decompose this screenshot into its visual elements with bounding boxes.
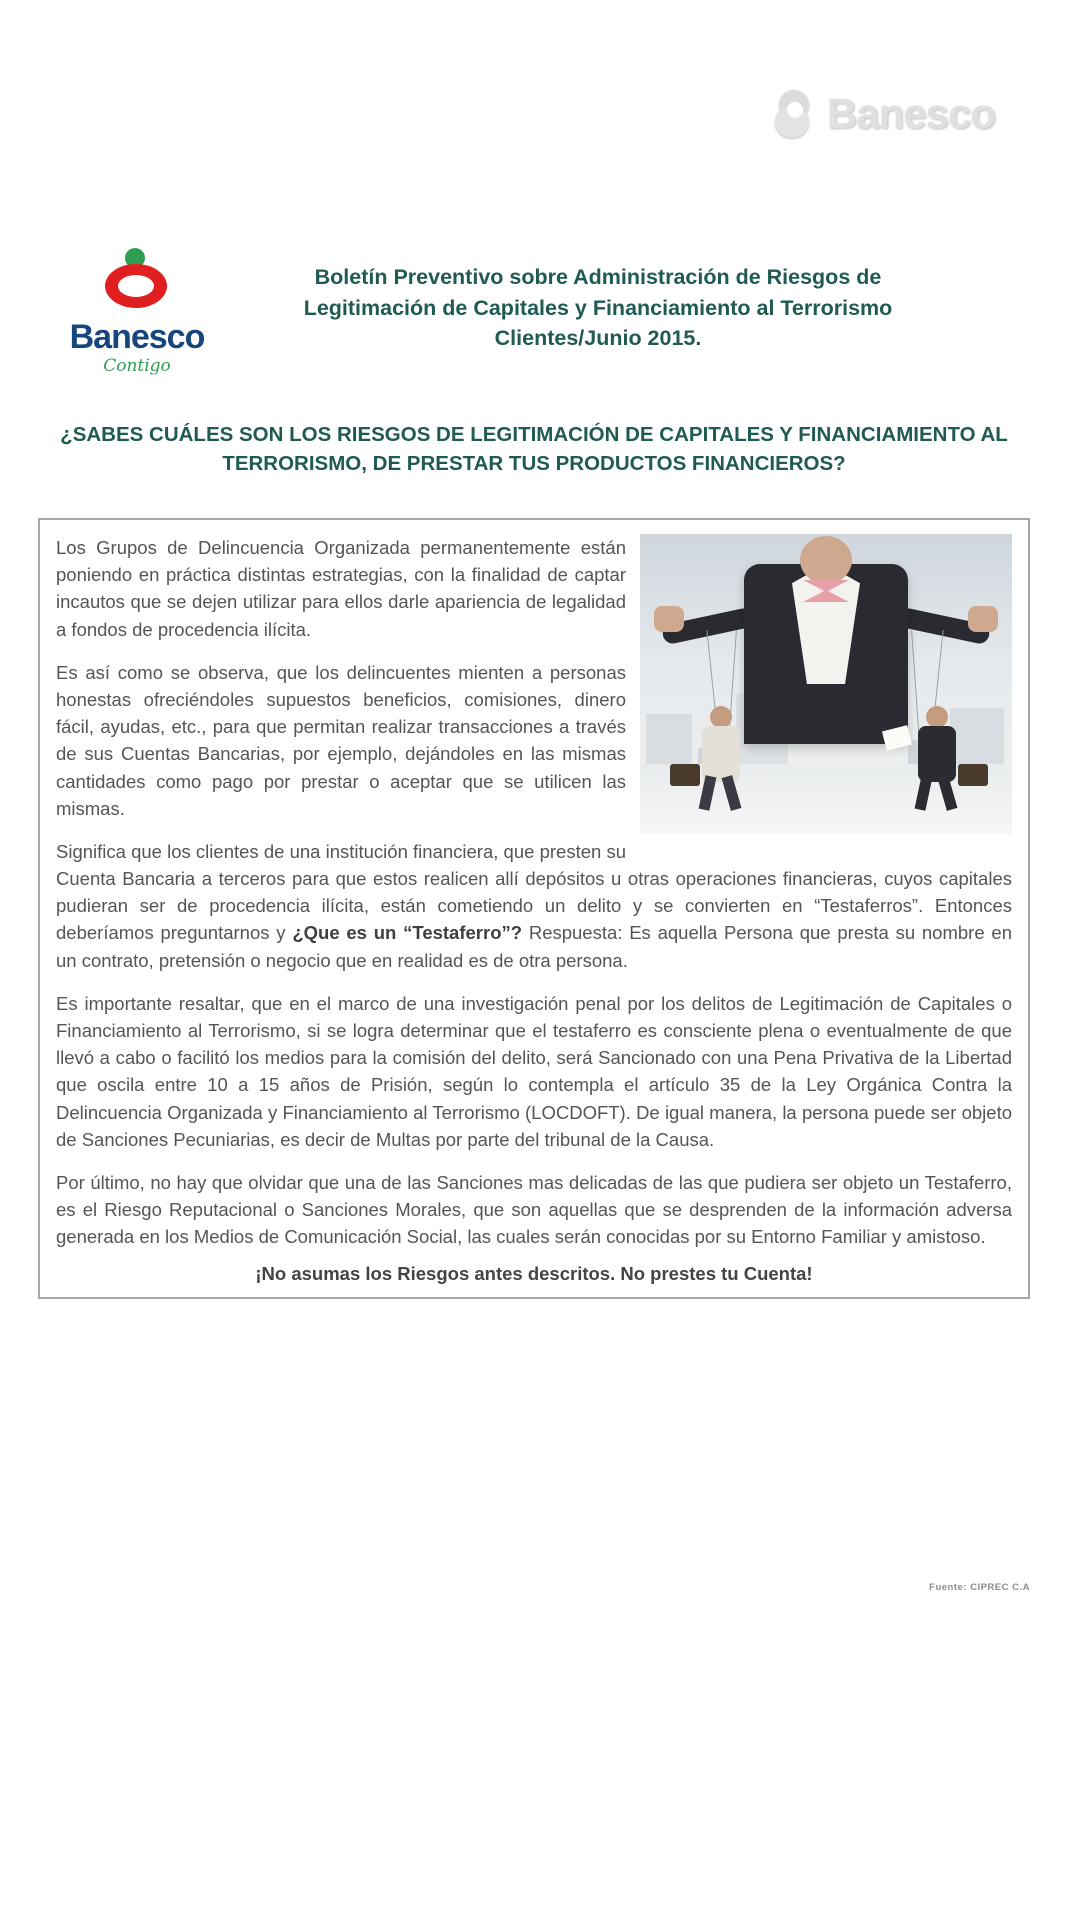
puppeteer-illustration [640,534,1012,834]
paragraph-3 [56,838,1012,974]
banesco-mark-icon [77,248,197,318]
paragraph-5: Por último, no hay que olvidar que una de las Sanciones mas delicadas de las que pudiera ser objeto un Testaferro, es el Riesgo Reputacional o Sanciones Morales, que son aquellas que se desprenden de la información adversa generada en los Medios de Comunicación Social, las cuales serán conocidas por su Entorno Familiar y amistoso. [56,1171,1012,1248]
paragraph-3-part-a: Significa que los clientes de una institución financiera, que presten su Cuenta Bancaria a terceros para que estos realicen allí depósitos u otras operaciones financieras, cuyos capitales pudieran ser de procedencia ilícita, están cometiendo un delito y se convierten en “Testaferros”. Entonces deberíamos preguntarnos y [56,840,1012,944]
content-box [38,518,1030,1299]
paragraph-1: Los Grupos de Delincuencia Organizada permanentemente están poniendo en práctica distintas estrategias, con la finalidad de captar incautos que se dejen utilizar para ellos darle apariencia de legalidad a fondos de procedencia ilícita. [56,537,626,640]
paragraph-4: Es importante resaltar, que en el marco de una investigación penal por los delitos de Legitimación de Capitales o Financiamiento al Terrorismo, si se logra determinar que el testaferro es consciente plena o eventualmente de que llevó a cabo o facilitó los medios para la comisión del delito, será Sancionado con una Pena Privativa de la Libertad que oscila entre 10 a 15 años de Prisión, según lo contempla el artículo 35 de la Ley Orgánica Contra la Delincuencia Organizada y Financiamiento al Terrorismo (LOCDOFT). De igual manera, la persona puede ser objeto de Sanciones Pecuniarias, es decir de Multas por parte del tribunal de la Causa. [56,992,1012,1150]
closing-statement: ¡No asumas los Riesgos antes descritos. No prestes tu Cuenta! [255,1262,813,1284]
paragraph-3-part-b: Respuesta: Es aquella Persona que presta su nombre en un contrato, pretensión o negocio que en realidad es de otra persona. [56,922,1012,971]
page-title: Boletín Preventivo sobre Administración de Riesgos de Legitimación de Capitales y Financiamiento al Terrorismo Clientes/Junio 2015. [303,265,893,351]
brand-tagline: Contigo [103,356,171,376]
page-subtitle: ¿SABES CUÁLES SON LOS RIESGOS DE LEGITIMACIÓN DE CAPITALES Y FINANCIAMIENTO AL TERRORISMO, DE PRESTAR TUS PRODUCTOS FINANCIEROS? [60,423,1008,476]
source-note: Fuente: CIPREC C.A [929,1582,1030,1593]
paragraph-3-emphasis: ¿Que es un “Testaferro”? [292,922,523,944]
watermark-brand-text: Banesco [826,90,995,137]
brand-logo [42,248,232,376]
brand-name: Banesco [69,318,205,356]
banesco-logo-icon [773,88,819,140]
paragraph-2: Es así como se observa, que los delincuentes mienten a personas honestas ofreciéndoles supuestos beneficios, comisiones, dinero fácil, ayudas, etc., para que permitan realizar transacciones a través de sus Cuentas Bancarias, por ejemplo, dejándoles en las mismas cantidades como pago por prestar o aceptar que se utilicen las mismas. [56,661,626,819]
header-watermark-logo [773,88,995,140]
